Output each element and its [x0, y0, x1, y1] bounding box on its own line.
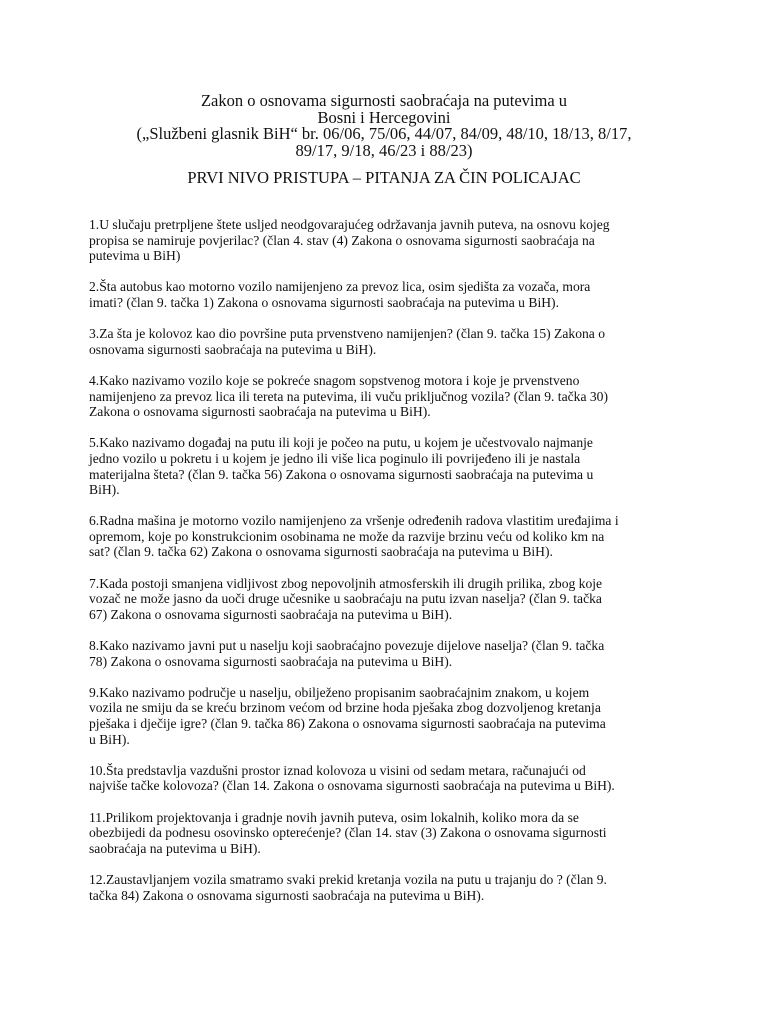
question-line: najviše tačke kolovoza? (član 14. Zakona o osnovama sigurnosti saobraćaja na putevima u BiH).: [89, 778, 615, 794]
question-2: [89, 279, 689, 310]
question-line: tačka 84) Zakona o osnovama sigurnosti saobraćaja na putevima u BiH).: [89, 887, 485, 903]
question-line: opremom, koje po konstrukcionim osobinama ne može da razvije brzinu veću od koliko km na: [89, 528, 605, 544]
title-line: 89/17, 9/18, 46/23 i 88/23): [295, 140, 473, 160]
title-line: („Službeni glasnik BiH“ br. 06/06, 75/06, 44/07, 84/09, 48/10, 18/13, 8/17,: [136, 124, 632, 143]
question-line: 67) Zakona o osnovama sigurnosti saobraćaja na putevima u BiH).: [89, 606, 453, 622]
question-3: [89, 326, 689, 357]
question-line: materijalna šteta? (član 9. tačka 56) Zakona o osnovama sigurnosti saobraćaja na putevima u: [89, 466, 594, 482]
question-line: pješaka i dječije igre? (član 9. tačka 86) Zakona o osnovama sigurnosti saobraćaja na putevima: [89, 716, 606, 731]
question-11: [89, 810, 689, 857]
question-8: [89, 638, 689, 669]
question-9: [89, 685, 689, 747]
question-line: 1.U slučaju pretrpljene štete usljed neodgovarajućeg održavanja javnih puteva, na osnovu kojeg: [89, 217, 610, 232]
question-line: 5.Kako nazivamo događaj na putu ili koji je počeo na putu, u kojem je učestvovalo najmanje: [89, 435, 593, 451]
question-line: vozač ne može jasno da uoči druge učesnike u saobraćaju na putu izvan naselja? (član 9. tačka: [89, 591, 602, 607]
question-line: sat? (član 9. tačka 62) Zakona o osnovama sigurnosti saobraćaja na putevima u BiH).: [89, 544, 553, 560]
question-line: jedno vozilo u pokretu i u kojem je jedno ili više lica poginulo ili povrijeđeno ili je nastala: [89, 450, 581, 466]
question-5: [89, 435, 689, 497]
question-line: 4.Kako nazivamo vozilo koje se pokreće snagom sopstvenog motora i koje je prvenstveno: [89, 372, 580, 388]
question-6: [89, 513, 689, 560]
question-line: namijenjeno za prevoz lica ili tereta na putevima, ili vuču priključnog vozila? (član 9. tačka 30): [89, 388, 608, 404]
question-line: saobraćaja na putevima u BiH).: [89, 840, 261, 856]
question-line: 7.Kada postoji smanjena vidljivost zbog nepovoljnih atmosferskih ili drugih prilika, zbog koje: [89, 575, 603, 591]
question-line: 8.Kako nazivamo javni put u naselju koji saobraćajno povezuje dijelove naselja? (član 9. tačka: [89, 638, 605, 654]
document-title: [0, 93, 768, 159]
question-4: [89, 373, 689, 420]
question-line: 12.Zaustavljanjem vozila smatramo svaki prekid kretanja vozila na putu u trajanju do ? (član 9.: [89, 871, 607, 887]
question-10: [89, 763, 689, 794]
question-line: propisa se namiruje povjerilac? (član 4. stav (4) Zakona o osnovama sigurnosti saobraćaja na: [89, 232, 595, 248]
question-line: imati? (član 9. tačka 1) Zakona o osnovama sigurnosti saobraćaja na putevima u BiH).: [89, 294, 559, 310]
title-line: Bosni i Hercegovini: [317, 107, 451, 127]
question-list: [89, 217, 689, 919]
question-line: 9.Kako nazivamo područje u naselju, obilježeno propisanim saobraćajnim znakom, u kojem: [89, 684, 590, 700]
title-line: Zakon o osnovama sigurnosti saobraćaja na putevima u: [200, 91, 568, 110]
question-line: BiH).: [89, 482, 120, 498]
question-line: 78) Zakona o osnovama sigurnosti saobraćaja na putevima u BiH).: [89, 653, 453, 669]
question-line: 6.Radna mašina je motorno vozilo namijenjeno za vršenje određenih radova vlastitim uređajima i: [89, 513, 619, 529]
question-1: [89, 217, 689, 264]
question-line: vozila ne smiju da se kreću brzinom većom od brzine hoda pješaka zbog dozvoljenog kretanja: [89, 700, 601, 716]
question-line: u BiH).: [89, 731, 130, 747]
question-line: 3.Za šta je kolovoz kao dio površine puta prvenstveno namijenjen? (član 9. tačka 15) Zakona o: [89, 326, 606, 342]
question-line: Zakona o osnovama sigurnosti saobraćaja na putevima u BiH).: [89, 404, 431, 420]
question-7: [89, 576, 689, 623]
question-line: 10.Šta predstavlja vazdušni prostor iznad kolovoza u visini od sedam metara, računajući od: [89, 762, 586, 778]
question-line: 2.Šta autobus kao motorno vozilo namijenjeno za prevoz lica, osim sjedišta za vozača, mora: [89, 279, 591, 295]
question-line: obezbijedi da podnesu osovinsko opterećenje? (član 14. stav (3) Zakona o osnovama sigurnosti: [89, 825, 607, 841]
question-line: osnovama sigurnosti saobraćaja na putevima u BiH).: [89, 341, 377, 357]
question-12: [89, 872, 689, 903]
question-line: 11.Prilikom projektovanja i gradnje novih javnih puteva, osim lokalnih, koliko mora da se: [89, 809, 579, 825]
document-subtitle: PRVI NIVO PRISTUPA – PITANJA ZA ČIN POLICAJAC: [187, 168, 581, 187]
question-line: putevima u BiH): [89, 248, 181, 264]
